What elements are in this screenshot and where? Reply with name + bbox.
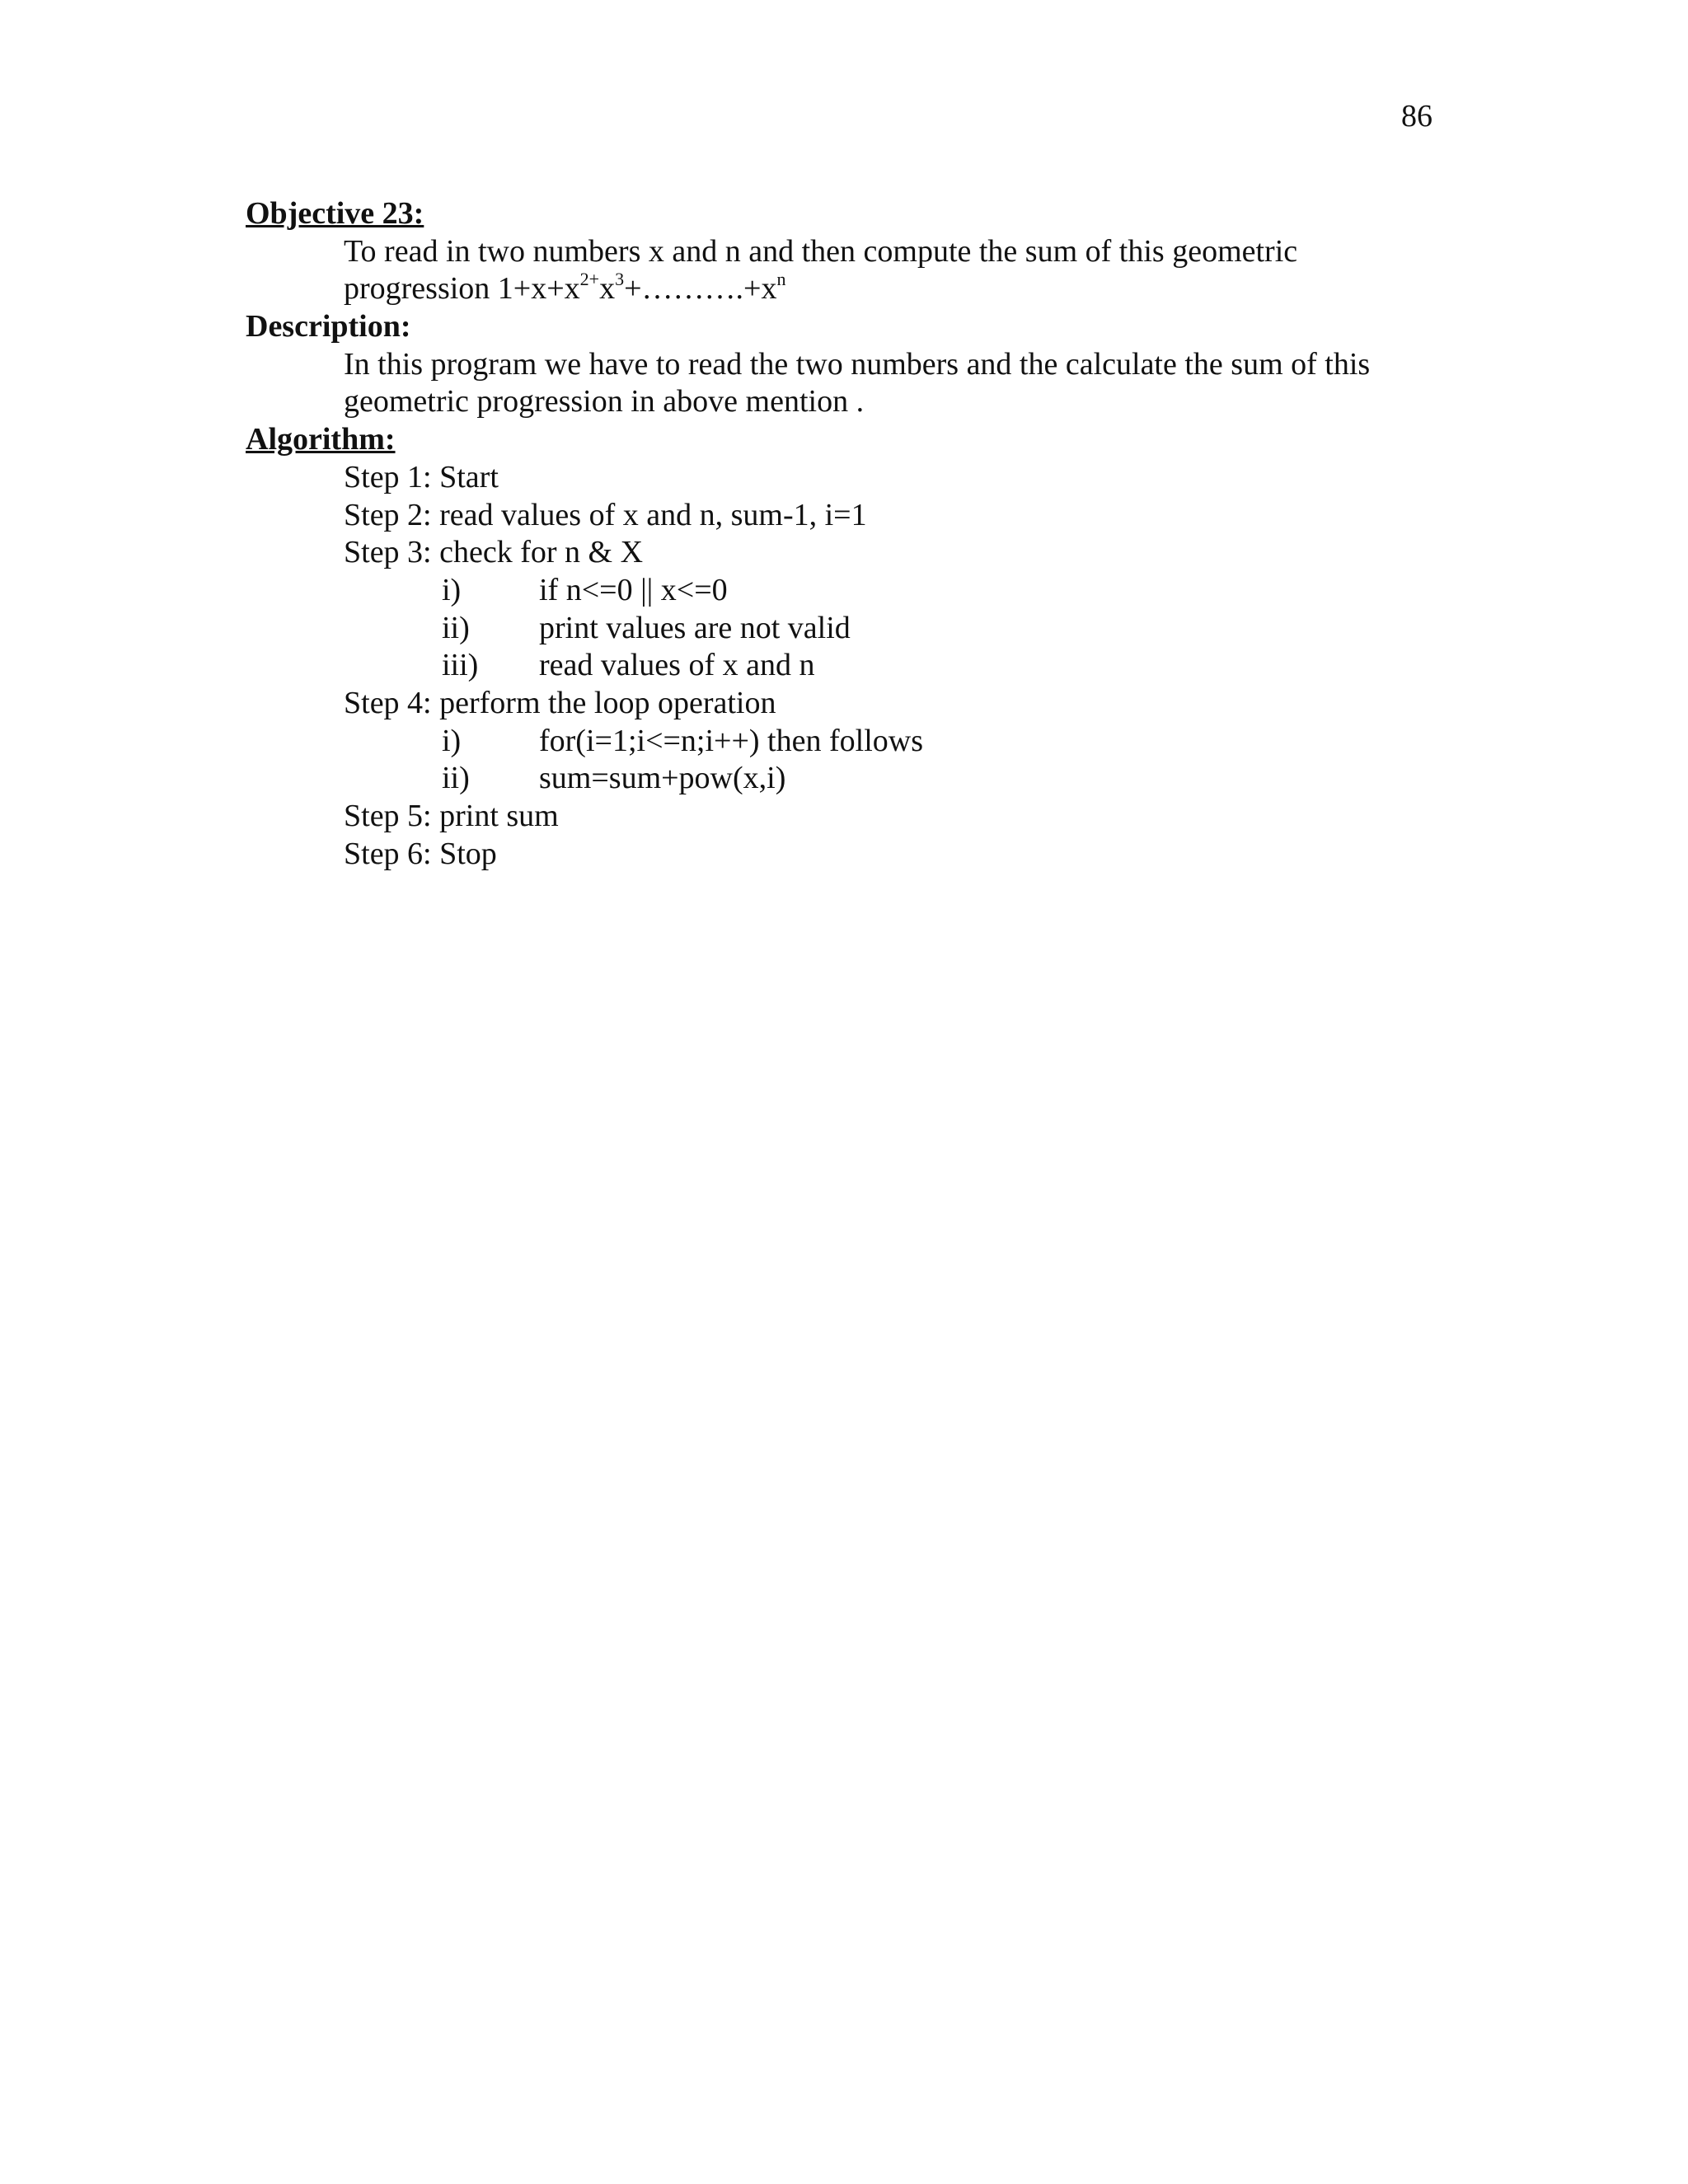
description-text-line-1: In this program we have to read the two numbers and the calculate the sum of this <box>344 346 1371 382</box>
objective-heading: Objective 23: <box>246 196 424 231</box>
algorithm-step-6: Step 6: Stop <box>344 836 497 871</box>
objective-line2-prefix: progression 1+x+x <box>344 271 580 307</box>
substep-text: print values are not valid <box>539 610 851 645</box>
superscript-3: 3 <box>615 269 625 290</box>
substep-number: iii) <box>442 648 479 683</box>
substep-text: read values of x and n <box>539 648 815 683</box>
substep-text: sum=sum+pow(x,i) <box>539 761 786 796</box>
substep-number: ii) <box>442 761 470 796</box>
superscript-n: n <box>776 269 786 290</box>
objective-line2-tail: +……….+x <box>624 271 777 307</box>
objective-text-line-1: To read in two numbers x and n and then compute the sum of this geometric <box>344 233 1298 269</box>
substep-number: i) <box>442 572 462 607</box>
algorithm-substep <box>246 760 1441 798</box>
algorithm-substep <box>246 610 1441 648</box>
algorithm-substep <box>246 572 1441 610</box>
document-body <box>246 195 1441 873</box>
algorithm-substep <box>246 647 1441 685</box>
objective-line2-mid: x <box>599 271 616 307</box>
substep-number: i) <box>442 723 462 758</box>
superscript-2: 2+ <box>579 269 600 290</box>
description-heading: Description: <box>246 309 411 344</box>
substep-number: ii) <box>442 610 470 645</box>
objective-text-line-2 <box>246 270 1441 308</box>
algorithm-substep <box>246 723 1441 761</box>
algorithm-step-2: Step 2: read values of x and n, sum-1, i=1 <box>344 497 867 532</box>
description-text-line-2: geometric progression in above mention . <box>344 384 865 419</box>
substep-text: if n<=0 || x<=0 <box>539 572 728 607</box>
algorithm-step-4: Step 4: perform the loop operation <box>344 685 776 720</box>
algorithm-step-1: Step 1: Start <box>344 459 499 494</box>
substep-text: for(i=1;i<=n;i++) then follows <box>539 723 923 758</box>
algorithm-heading: Algorithm: <box>246 422 396 457</box>
page-number: 86 <box>1401 99 1432 134</box>
algorithm-step-5: Step 5: print sum <box>344 799 559 833</box>
algorithm-step-3: Step 3: check for n & X <box>344 535 644 570</box>
